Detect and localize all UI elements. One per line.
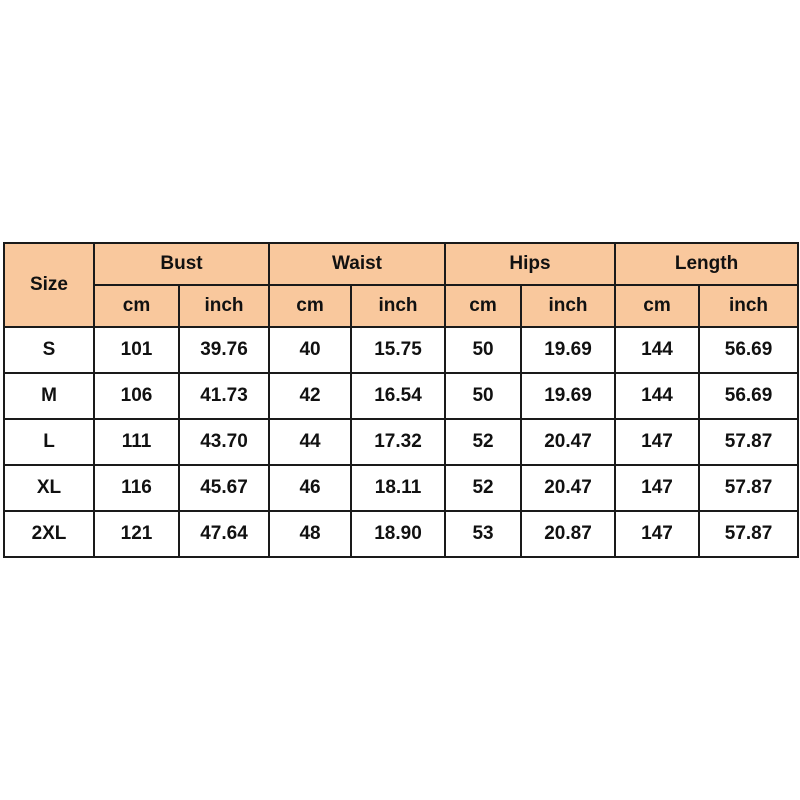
unit-header: inch [699,285,798,327]
table-cell: 48 [269,511,351,557]
table-cell: 111 [94,419,179,465]
size-cell: L [4,419,94,465]
table-cell: 56.69 [699,373,798,419]
table-cell: 44 [269,419,351,465]
table-cell: 40 [269,327,351,373]
table-cell: 147 [615,511,699,557]
table-cell: 144 [615,327,699,373]
table-cell: 57.87 [699,419,798,465]
unit-header: cm [94,285,179,327]
table-cell: 101 [94,327,179,373]
table-row [4,511,798,557]
table-cell: 50 [445,327,521,373]
table-cell: 53 [445,511,521,557]
table-cell: 19.69 [521,373,615,419]
table-cell: 41.73 [179,373,269,419]
table-cell: 50 [445,373,521,419]
size-cell: S [4,327,94,373]
length-header: Length [615,243,798,285]
header-row-units [4,285,798,327]
bust-header: Bust [94,243,269,285]
table-cell: 52 [445,465,521,511]
table-cell: 19.69 [521,327,615,373]
size-cell: M [4,373,94,419]
table-cell: 121 [94,511,179,557]
table-cell: 45.67 [179,465,269,511]
table-cell: 47.64 [179,511,269,557]
table-cell: 106 [94,373,179,419]
table-cell: 15.75 [351,327,445,373]
unit-header: inch [179,285,269,327]
table-cell: 116 [94,465,179,511]
table-cell: 57.87 [699,465,798,511]
table-cell: 43.70 [179,419,269,465]
table-row [4,465,798,511]
table-cell: 144 [615,373,699,419]
table-row [4,419,798,465]
hips-header: Hips [445,243,615,285]
table-cell: 18.90 [351,511,445,557]
size-cell: XL [4,465,94,511]
waist-header: Waist [269,243,445,285]
unit-header: cm [615,285,699,327]
table-cell: 20.87 [521,511,615,557]
table-cell: 20.47 [521,465,615,511]
size-chart-table [3,242,799,558]
table-cell: 57.87 [699,511,798,557]
unit-header: inch [351,285,445,327]
table-cell: 42 [269,373,351,419]
table-cell: 147 [615,465,699,511]
table-row [4,327,798,373]
table-cell: 20.47 [521,419,615,465]
unit-header: cm [269,285,351,327]
table-cell: 46 [269,465,351,511]
table-cell: 17.32 [351,419,445,465]
size-header: Size [4,243,94,327]
unit-header: cm [445,285,521,327]
header-row-groups [4,243,798,285]
table-cell: 16.54 [351,373,445,419]
table-cell: 56.69 [699,327,798,373]
table-cell: 18.11 [351,465,445,511]
table-row [4,373,798,419]
size-cell: 2XL [4,511,94,557]
unit-header: inch [521,285,615,327]
table-cell: 147 [615,419,699,465]
table-cell: 52 [445,419,521,465]
table-cell: 39.76 [179,327,269,373]
